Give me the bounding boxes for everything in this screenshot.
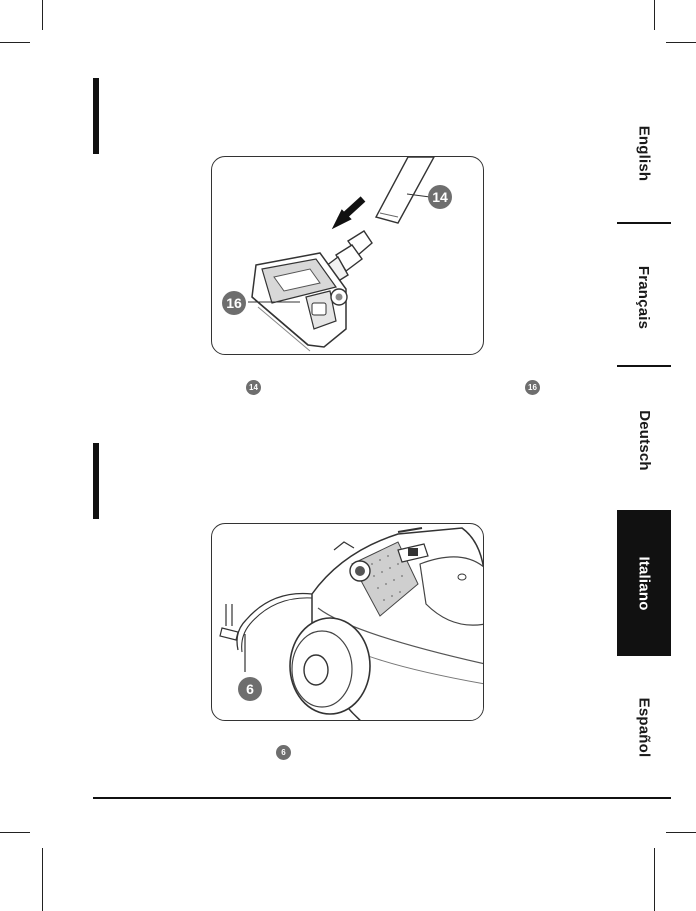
ref-badge-hose: 14 (246, 380, 261, 395)
arrow-icon (334, 199, 363, 227)
footer-rule (93, 797, 671, 799)
section-bar-top (93, 78, 99, 154)
tab-deutsch[interactable] (617, 367, 671, 513)
crop-mark (0, 42, 30, 43)
tab-label: Español (635, 697, 653, 757)
crop-mark (42, 0, 43, 30)
callout-brush: 16 (222, 291, 246, 315)
language-sidebar (617, 80, 671, 800)
crop-mark (666, 42, 696, 43)
tab-label: Deutsch (635, 409, 653, 471)
tab-label: English (635, 125, 653, 181)
crop-mark (654, 0, 655, 30)
ref-badge-cord: 6 (276, 745, 291, 760)
tab-francais[interactable] (617, 224, 671, 370)
crop-mark (0, 832, 30, 833)
tab-english[interactable] (617, 80, 671, 226)
section-bar-bottom (93, 443, 99, 519)
crop-mark (42, 848, 43, 911)
tab-espanol[interactable] (617, 654, 671, 800)
power-plug-icon (220, 604, 238, 640)
tab-italiano[interactable] (617, 510, 671, 656)
figure-vacuum-cord (211, 523, 484, 721)
ref-badge-brush: 16 (525, 380, 540, 395)
tab-label: Français (635, 265, 653, 329)
crop-mark (654, 848, 655, 911)
callout-hose: 14 (428, 185, 452, 209)
callout-cord: 6 (238, 677, 262, 701)
crop-mark (666, 832, 696, 833)
tab-label: Italiano (635, 555, 653, 611)
figure-hose-brush (211, 156, 484, 355)
